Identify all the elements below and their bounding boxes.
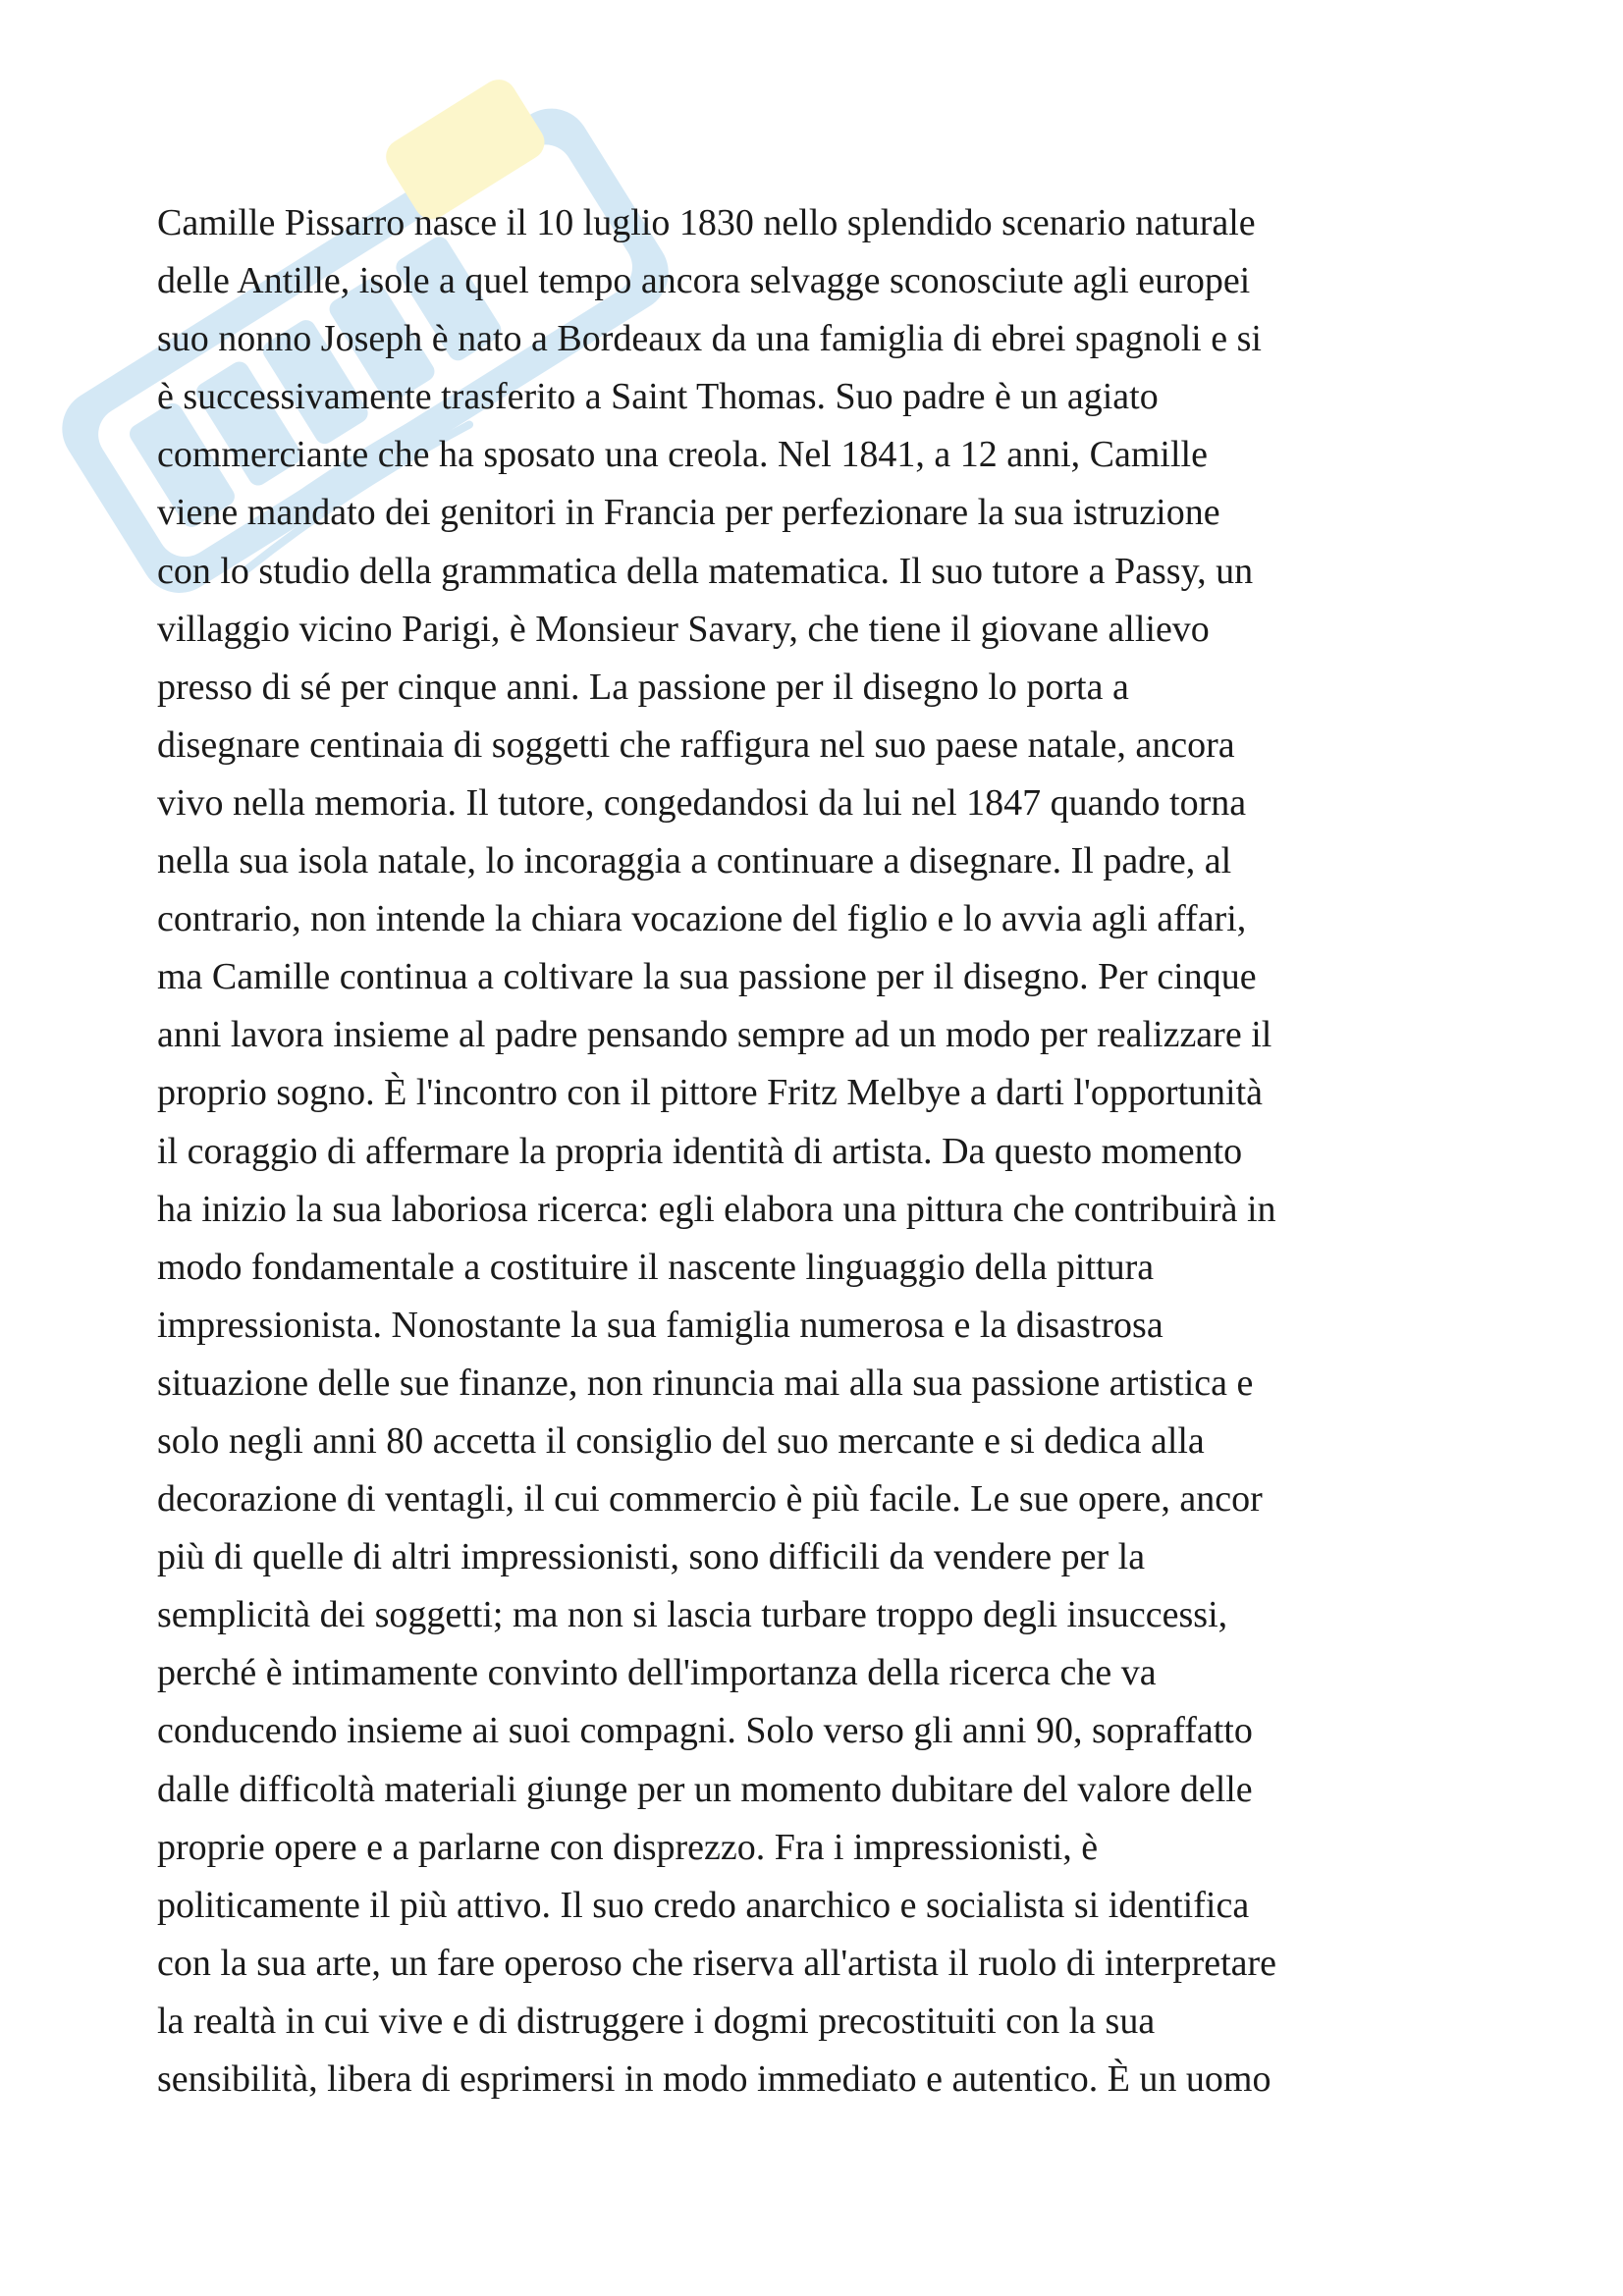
text-line: vivo nella memoria. Il tutore, congedandosi da lui nel 1847 quando torna	[157, 781, 1247, 824]
text-line: con la sua arte, un fare operoso che riserva all'artista il ruolo di interpretare	[157, 1942, 1277, 1984]
text-line: conducendo insieme ai suoi compagni. Solo verso gli anni 90, sopraffatto	[157, 1710, 1253, 1752]
text-line: modo fondamentale a costituire il nascente linguaggio della pittura	[157, 1246, 1155, 1288]
text-line: ha inizio la sua laboriosa ricerca: egli elabora una pittura che contribuirà in	[157, 1188, 1276, 1230]
text-line: villaggio vicino Parigi, è Monsieur Savary, che tiene il giovane allievo	[157, 608, 1210, 650]
text-line: anni lavora insieme al padre pensando sempre ad un modo per realizzare il	[157, 1014, 1272, 1056]
text-line: dalle difficoltà materiali giunge per un momento dubitare del valore delle	[157, 1768, 1253, 1810]
text-line: proprio sogno. È l'incontro con il pittore Fritz Melbye a darti l'opportunità	[157, 1072, 1264, 1114]
text-line: situazione delle sue finanze, non rinuncia mai alla sua passione artistica e	[157, 1362, 1254, 1404]
text-line: impressionista. Nonostante la sua famiglia numerosa e la disastrosa	[157, 1304, 1163, 1346]
text-line: decorazione di ventagli, il cui commercio è più facile. Le sue opere, ancor	[157, 1478, 1263, 1521]
text-line: proprie opere e a parlarne con disprezzo. Fra i impressionisti, è	[157, 1826, 1099, 1868]
text-line: sensibilità, libera di esprimersi in modo immediato e autentico. È un uomo	[157, 2058, 1271, 2100]
text-line: disegnare centinaia di soggetti che raffigura nel suo paese natale, ancora	[157, 723, 1235, 766]
text-line: Camille Pissarro nasce il 10 luglio 1830 nello splendido scenario naturale	[157, 202, 1256, 243]
text-line: presso di sé per cinque anni. La passione per il disegno lo porta a	[157, 666, 1129, 708]
text-line: viene mandato dei genitori in Francia per perfezionare la sua istruzione	[157, 492, 1220, 534]
text-line: il coraggio di affermare la propria identità di artista. Da questo momento	[157, 1130, 1243, 1172]
text-line: perché è intimamente convinto dell'importanza della ricerca che va	[157, 1652, 1157, 1694]
text-line: politicamente il più attivo. Il suo credo anarchico e socialista si identifica	[157, 1884, 1250, 1926]
body-text	[157, 194, 1492, 2109]
text-line: semplicità dei soggetti; ma non si lascia turbare troppo degli insuccessi,	[157, 1594, 1228, 1636]
text-line: solo negli anni 80 accetta il consiglio del suo mercante e si dedica alla	[157, 1419, 1205, 1462]
text-line: contrario, non intende la chiara vocazione del figlio e lo avvia agli affari,	[157, 898, 1247, 940]
text-line: delle Antille, isole a quel tempo ancora selvagge sconosciute agli europei	[157, 260, 1251, 302]
text-line: è successivamente trasferito a Saint Thomas. Suo padre è un agiato	[157, 376, 1159, 418]
text-line: con lo studio della grammatica della matematica. Il suo tutore a Passy, un	[157, 550, 1254, 592]
text-line: più di quelle di altri impressionisti, sono difficili da vendere per la	[157, 1536, 1146, 1578]
text-line: nella sua isola natale, lo incoraggia a continuare a disegnare. Il padre, al	[157, 840, 1232, 882]
text-line: suo nonno Joseph è nato a Bordeaux da una famiglia di ebrei spagnoli e si	[157, 318, 1262, 360]
text-line: commerciante che ha sposato una creola. Nel 1841, a 12 anni, Camille	[157, 434, 1208, 476]
text-line: ma Camille continua a coltivare la sua passione per il disegno. Per cinque	[157, 956, 1257, 998]
text-line: la realtà in cui vive e di distruggere i dogmi precostituiti con la sua	[157, 2000, 1156, 2042]
